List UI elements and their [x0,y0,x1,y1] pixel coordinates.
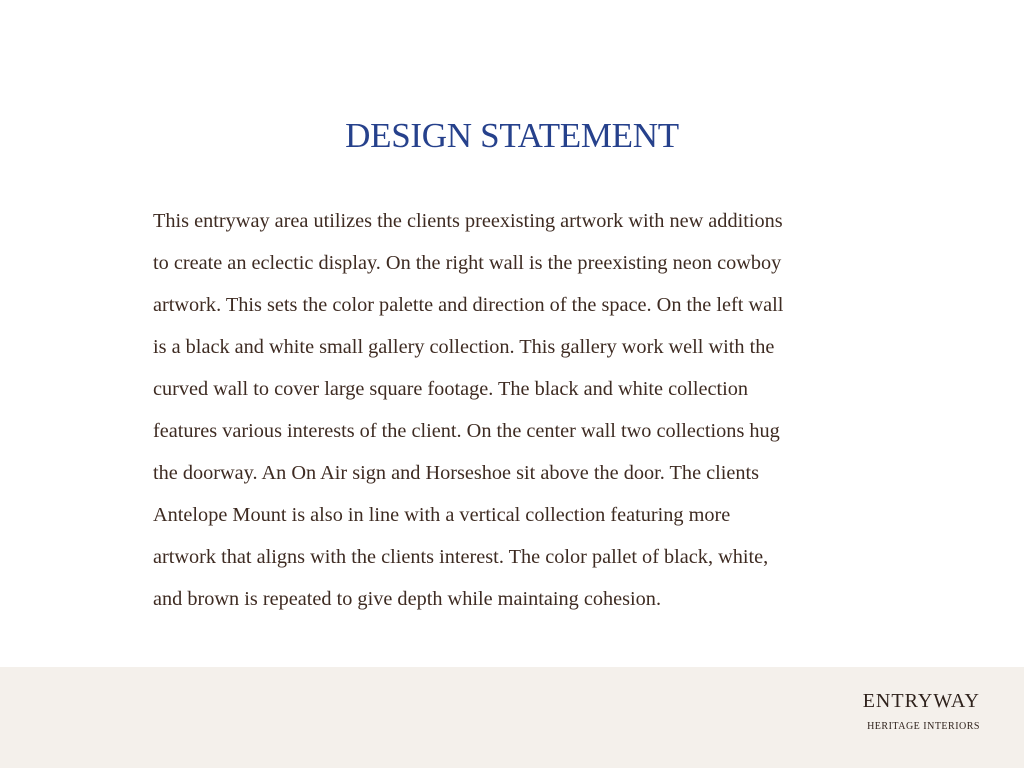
body-line: features various interests of the client. On the center wall two collections hug [153,420,780,442]
body-line: This entryway area utilizes the clients preexisting artwork with new additions [153,210,783,232]
slide-title: DESIGN STATEMENT [345,116,679,155]
body-line: artwork. This sets the color palette and direction of the space. On the left wall [153,294,784,316]
footer-subtitle: HERITAGE INTERIORS [867,721,980,732]
body-line: artwork that aligns with the clients interest. The color pallet of black, white, [153,546,769,568]
body-line: curved wall to cover large square footage. The black and white collection [153,378,749,400]
body-line: to create an eclectic display. On the right wall is the preexisting neon cowboy [153,252,782,274]
body-line: the doorway. An On Air sign and Horseshoe sit above the door. The clients [153,462,760,484]
design-statement-body [153,200,873,620]
body-line: and brown is repeated to give depth while maintaing cohesion. [153,588,662,610]
body-line: Antelope Mount is also in line with a vertical collection featuring more [153,504,731,526]
footer-title: ENTRYWAY [862,690,980,712]
footer-band [0,667,1024,768]
body-line: is a black and white small gallery collection. This gallery work well with the [153,336,775,358]
